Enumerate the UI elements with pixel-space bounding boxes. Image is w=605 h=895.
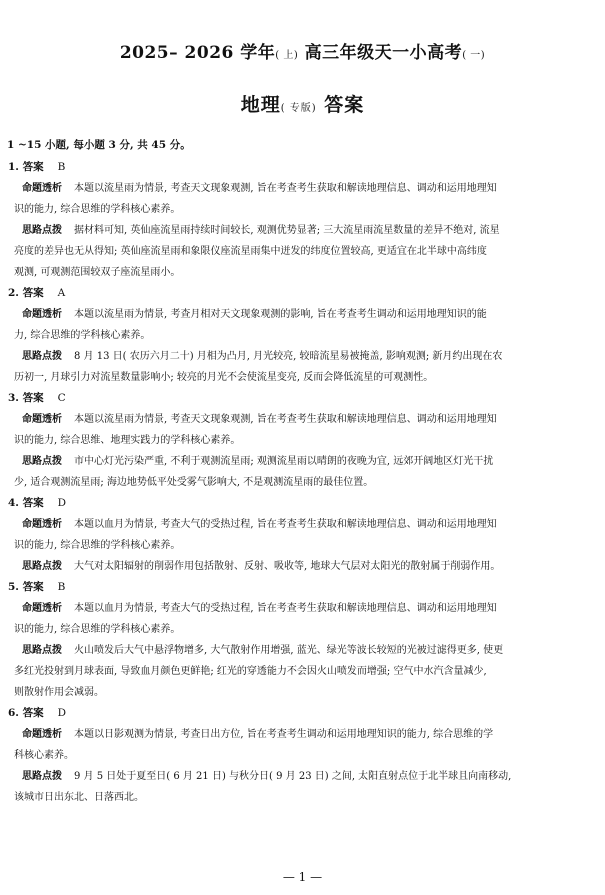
line-text: 多红光投射到月球表面, 导致血月颜色更鲜艳; 红光的穿透能力不会因火山喷发而增强; 空气中水汽含量减少, [14, 666, 487, 677]
line-text: 本题以流星雨为情景, 考查天文现象观测, 旨在考查考生获取和解读地理信息、调动和运用地理知 [74, 414, 497, 425]
question-item [0, 577, 605, 703]
analysis [0, 178, 605, 220]
answer-list [0, 157, 605, 808]
text-line [7, 325, 589, 346]
analysis [0, 409, 605, 451]
hint [0, 220, 605, 283]
text-line [7, 367, 589, 388]
hint-label: 思路点拨 [22, 225, 62, 236]
line-text: 本题以日影观测为情景, 考查日出方位, 旨在考查考生调动和运用地理知识的能力, 综合思维的学 [74, 729, 494, 740]
analysis [0, 724, 605, 766]
line-text: 力, 综合思维的学科核心素养。 [14, 330, 151, 341]
analysis-label: 命题透析 [22, 603, 62, 614]
line-text: 市中心灯光污染严重, 不利于观测流星雨; 观测流星雨以晴朗的夜晚为宜, 远郊开阔地区灯光干扰 [74, 456, 494, 467]
line-text: 亮度的差异也无从得知; 英仙座流星雨和象限仪座流星雨集中迸发的纬度位置较高, 更适宜在北半球中高纬度 [14, 246, 487, 257]
page-subtitle [0, 90, 605, 117]
text-line [22, 304, 589, 325]
hint [0, 451, 605, 493]
line-text: 8 月 13 日( 农历六月二十) 月相为凸月, 月光较亮, 较暗流星易被掩盖, 影响观测; 新月约出现在农 [74, 351, 503, 362]
hint [0, 640, 605, 703]
subtitle-subject: 地理 [240, 94, 281, 116]
line-text: 本题以血月为情景, 考查大气的受热过程, 旨在考查考生获取和解读地理信息、调动和运用地理知 [74, 603, 497, 614]
line-text: 火山喷发后大气中悬浮物增多, 大气散射作用增强, 蓝光、绿光等波长较短的光被过滤得更多, 使更 [74, 645, 504, 656]
title-year: 2025– 2026 学年 [119, 43, 276, 63]
title-semester: ( 上) [275, 50, 299, 61]
text-line [7, 430, 589, 451]
line-text: 该城市日出东北、日落西北。 [14, 792, 144, 803]
page-number: — 1 — [282, 870, 323, 884]
answer-line [0, 283, 605, 304]
text-line [7, 661, 589, 682]
line-text: 本题以流星雨为情景, 考查天文现象观测, 旨在考查考生获取和解读地理信息、调动和运用地理知 [74, 183, 497, 194]
answer-choice: A [57, 287, 66, 299]
text-line [22, 178, 589, 199]
text-line [22, 220, 589, 241]
hint-label: 思路点拨 [22, 645, 62, 656]
analysis-label: 命题透析 [22, 729, 62, 740]
question-number: 6. 答案 [8, 707, 44, 719]
hint-label: 思路点拨 [22, 351, 62, 362]
subtitle-answer: 答案 [316, 94, 365, 116]
answer-choice: D [57, 497, 67, 509]
analysis [0, 514, 605, 556]
line-text: 大气对太阳辐射的削弱作用包括散射、反射、吸收等, 地球大气层对太阳光的散射属于削弱作用。 [74, 561, 501, 572]
question-item [0, 157, 605, 283]
hint [0, 766, 605, 808]
line-text: 少, 适合观测流星雨; 海边地势低平处受雾气影响大, 不是观测流星雨的最佳位置。 [14, 477, 374, 488]
line-text: 据材料可知, 英仙座流星雨持续时间较长, 观测优势显著; 三大流星雨流星数量的差异不绝对, 流星 [74, 225, 500, 236]
text-line [22, 766, 589, 787]
question-number: 2. 答案 [8, 287, 44, 299]
text-line [22, 409, 589, 430]
text-line [7, 682, 589, 703]
question-number: 1. 答案 [8, 161, 44, 173]
line-text: 识的能力, 综合思维的学科核心素养。 [14, 204, 181, 215]
answer-choice: B [57, 581, 66, 593]
text-line [22, 346, 589, 367]
line-text: 本题以血月为情景, 考查大气的受热过程, 旨在考查考生获取和解读地理信息、调动和运用地理知 [74, 519, 497, 530]
line-text: 识的能力, 综合思维的学科核心素养。 [14, 624, 181, 635]
text-line [22, 451, 589, 472]
hint [0, 346, 605, 388]
hint-label: 思路点拨 [22, 771, 62, 782]
title-number: ( 一) [462, 50, 486, 61]
answer-choice: D [57, 707, 67, 719]
text-line [7, 199, 589, 220]
question-item [0, 283, 605, 388]
answer-line [0, 703, 605, 724]
line-text: 9 月 5 日处于夏至日( 6 月 21 日) 与秋分日( 9 月 23 日) 之间, 太阳直射点位于北半球且向南移动, [74, 771, 512, 782]
answer-choice: C [57, 392, 66, 404]
answer-line [0, 157, 605, 178]
question-number: 3. 答案 [8, 392, 44, 404]
title-exam: 高三年级天一小高考 [298, 43, 463, 63]
line-text: 识的能力, 综合思维的学科核心素养。 [14, 540, 181, 551]
answer-choice: B [57, 161, 66, 173]
text-line [22, 724, 589, 745]
line-text: 历初一, 月球引力对流星数量影响小; 较亮的月光不会使流星变亮, 反而会降低流星的可观测性。 [14, 372, 434, 383]
hint-label: 思路点拨 [22, 561, 62, 572]
text-line [7, 619, 589, 640]
question-number: 5. 答案 [8, 581, 44, 593]
analysis-label: 命题透析 [22, 183, 62, 194]
line-text: 科核心素养。 [14, 750, 74, 761]
text-line [7, 787, 589, 808]
section-intro: 1 ~15 小题, 每小题 3 分, 共 45 分。 [7, 139, 191, 151]
text-line [7, 241, 589, 262]
question-item [0, 388, 605, 493]
analysis-label: 命题透析 [22, 309, 62, 320]
answer-line [0, 493, 605, 514]
line-text: 本题以流星雨为情景, 考查月相对天文现象观测的影响, 旨在考查考生调动和运用地理知识的能 [74, 309, 487, 320]
hint-label: 思路点拨 [22, 456, 62, 467]
line-text: 则散射作用会减弱。 [14, 687, 104, 698]
hint [0, 556, 605, 577]
text-line [22, 514, 589, 535]
line-text: 识的能力, 综合思维、地理实践力的学科核心素养。 [14, 435, 241, 446]
subtitle-edition: ( 专版) [280, 103, 317, 114]
analysis [0, 598, 605, 640]
text-line [7, 535, 589, 556]
answer-line [0, 577, 605, 598]
analysis-label: 命题透析 [22, 519, 62, 530]
line-text: 观测, 可观测范围较双子座流星雨小。 [14, 267, 181, 278]
text-line [22, 640, 589, 661]
text-line [7, 472, 589, 493]
text-line [22, 598, 589, 619]
text-line [7, 262, 589, 283]
question-item [0, 493, 605, 577]
question-number: 4. 答案 [8, 497, 44, 509]
page-title [0, 38, 605, 63]
analysis [0, 304, 605, 346]
text-line [7, 745, 589, 766]
analysis-label: 命题透析 [22, 414, 62, 425]
text-line [22, 556, 589, 577]
answer-line [0, 388, 605, 409]
question-item [0, 703, 605, 808]
